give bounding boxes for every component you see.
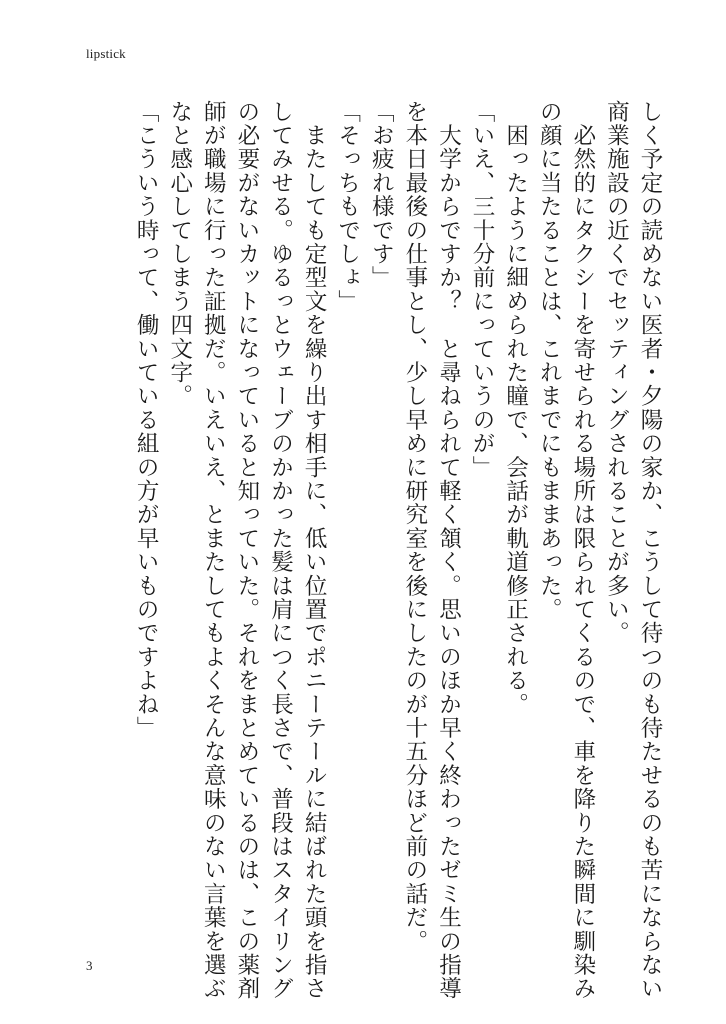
- page-number: 3: [86, 958, 93, 973]
- text-line: なと感心してしまう四文字。: [166, 100, 193, 409]
- running-header-title: lipstick: [86, 46, 126, 61]
- text-line: 「お疲れ様です」: [368, 100, 395, 290]
- text-line: 必然的にタクシーを寄せられる場所は限られてくるので、車を降りた瞬間に馴染み: [569, 100, 596, 1001]
- text-line: 「そっちもでしょ」: [334, 100, 361, 314]
- text-line: 商業施設の近くでセッティングされることが多い。: [603, 100, 630, 646]
- text-line: 「こういう時って、働いている組の方が早いものですよね」: [133, 100, 160, 740]
- text-line: しく予定の読めない医者・夕陽の家か、こうして待つのも待たせるのも苦にならない: [637, 100, 663, 1001]
- text-line: の顔に当たることは、これまでにもままあった。: [536, 100, 563, 622]
- text-line: 困ったように細められた瞳で、会話が軌道修正される。: [502, 100, 529, 717]
- text-line: またしても定型文を繰り出す相手に、低い位置でポニーテールに結ばれた頭を指さ: [301, 100, 328, 1001]
- text-line: してみせる。ゆるっとウェーブのかかった髪は肩につく長さで、普段はスタイリング: [267, 100, 294, 1001]
- text-line: を本日最後の仕事とし、少し早めに研究室を後にしたのが十五分ほど前の話だ。: [401, 100, 428, 954]
- text-line: 「いえ、三十分前にっていうのが」: [469, 100, 496, 480]
- text-line: 師が職場に行った証拠だ。いえいえ、とまたしてもよくそんな意味のない言葉を選ぶ: [200, 100, 227, 1001]
- text-line: 大学からですか？ と尋ねられて軽く頷く。思いのほか早く終わったゼミ生の指導: [435, 100, 462, 1001]
- text-line: の必要がないカットになっていると知っていた。それをまとめているのは、この薬剤: [233, 100, 260, 1001]
- vertical-body-text: [129, 100, 667, 1001]
